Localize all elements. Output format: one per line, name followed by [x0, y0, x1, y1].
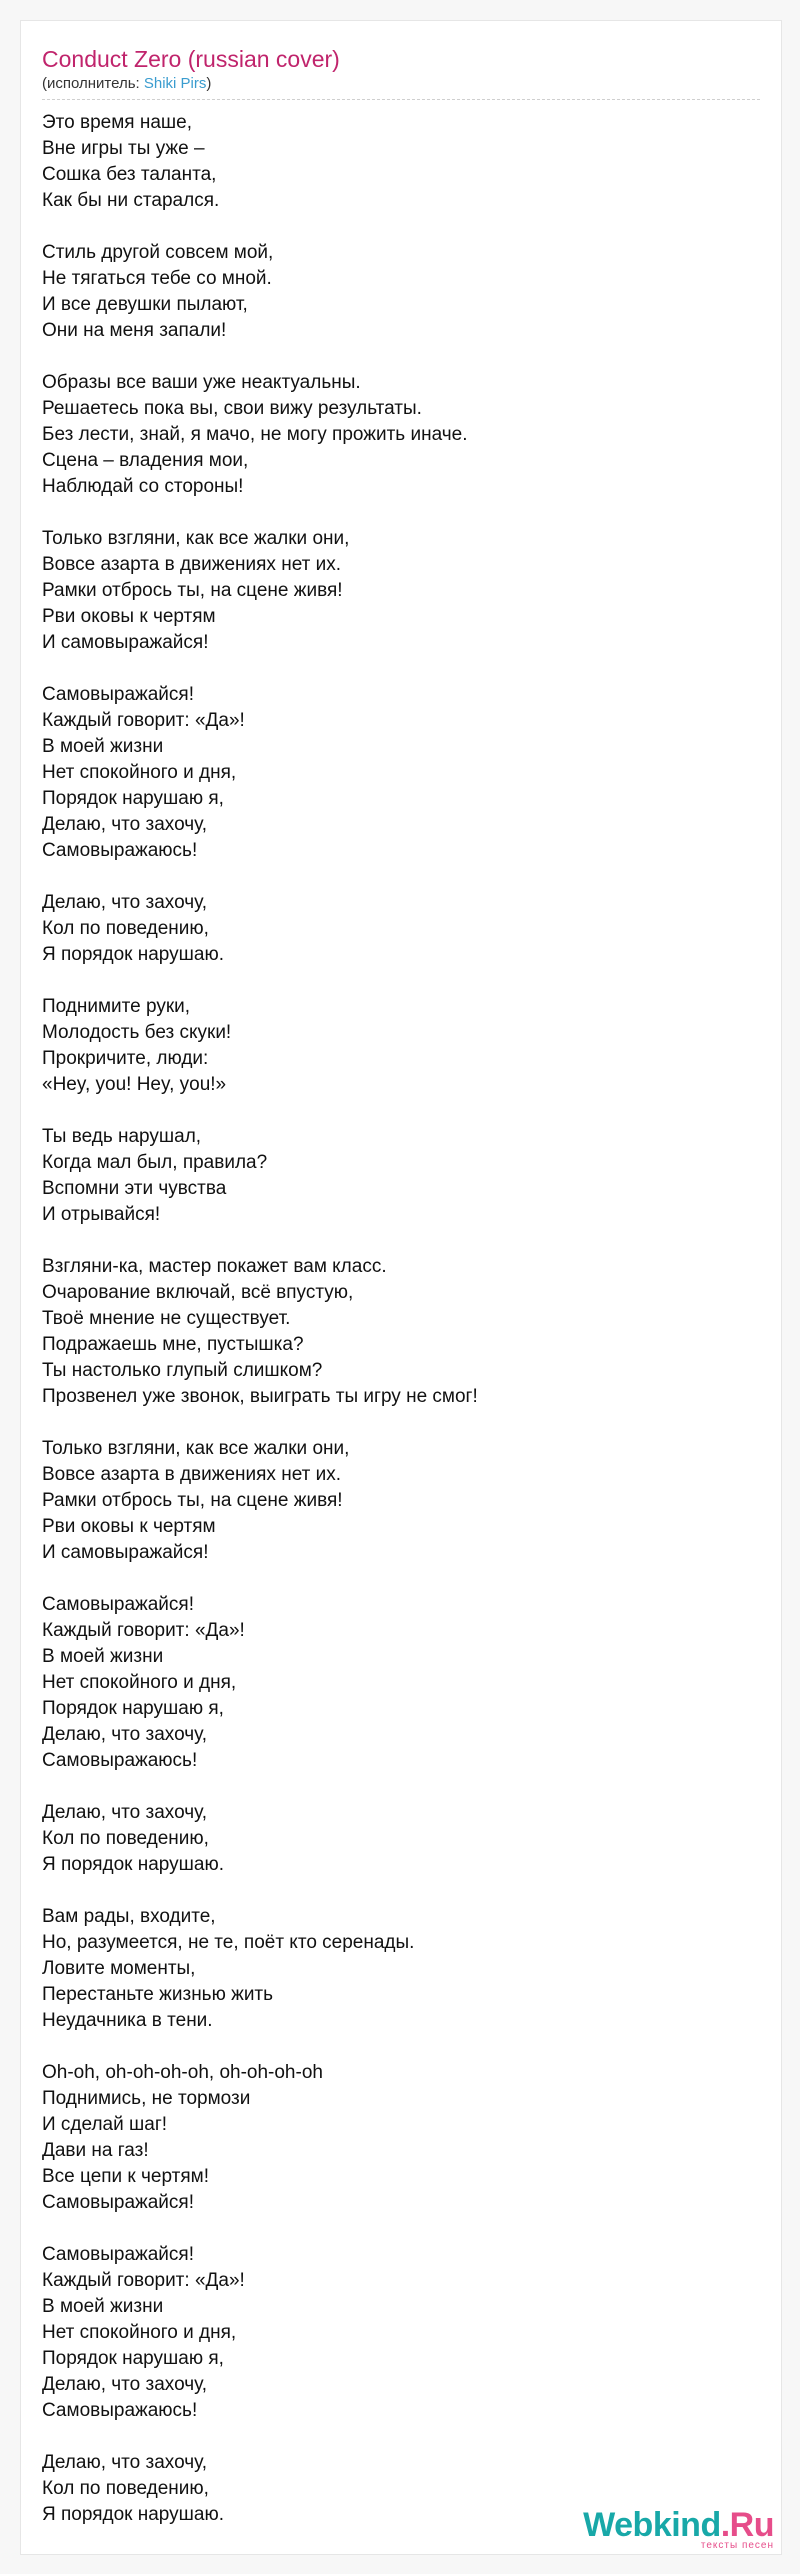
lyrics-line: Порядок нарушаю я,	[42, 2348, 224, 2369]
lyrics-line: Решаетесь пока вы, свои вижу результаты.	[42, 398, 422, 419]
lyrics-line: Сошка без таланта,	[42, 164, 217, 185]
logo-wordmark	[583, 2506, 774, 2544]
logo-tagline: тексты песен	[700, 2540, 774, 2551]
lyrics-line: И отрывайся!	[42, 1204, 161, 1225]
header-divider	[42, 99, 760, 100]
logo-tld: .Ru	[720, 2506, 774, 2544]
lyrics-line: Нет спокойного и дня,	[42, 2322, 237, 2343]
lyrics-line: Каждый говорит: «Да»!	[42, 710, 245, 731]
lyrics-line: Неудачника в тени.	[42, 2010, 213, 2031]
lyrics-line: Я порядок нарушаю.	[42, 2504, 224, 2525]
lyrics-line: В моей жизни	[42, 736, 164, 757]
lyrics-line: Порядок нарушаю я,	[42, 788, 224, 809]
lyrics-line: Сцена – владения мои,	[42, 450, 249, 471]
lyrics-line: Вовсе азарта в движениях нет их.	[42, 1464, 341, 1485]
lyrics-line: Делаю, что захочу,	[42, 1802, 207, 1823]
lyrics-line: Ты ведь нарушал,	[42, 1126, 202, 1147]
lyrics-line: Ловите моменты,	[42, 1958, 196, 1979]
lyrics-stanza	[42, 994, 762, 1098]
lyrics-line: И самовыражайся!	[42, 1542, 209, 1563]
lyrics-line: И сделай шаг!	[42, 2114, 168, 2135]
lyrics-line: Рамки отбрось ты, на сцене живя!	[42, 1490, 343, 1511]
lyrics-line: Твоё мнение не существует.	[42, 1308, 291, 1329]
lyrics-line: Каждый говорит: «Да»!	[42, 1620, 245, 1641]
lyrics-line: Не тягаться тебе со мной.	[42, 268, 272, 289]
lyrics-line: Нет спокойного и дня,	[42, 762, 237, 783]
lyrics-line: И все девушки пылают,	[42, 294, 248, 315]
lyrics-stanza	[42, 1800, 762, 1878]
lyrics-line: Но, разумеется, не те, поёт кто серенады.	[42, 1932, 415, 1953]
lyrics-line: Самовыражайся!	[42, 1594, 194, 1615]
lyrics-line: Самовыражаюсь!	[42, 840, 198, 861]
lyrics-line: Кол по поведению,	[42, 2478, 209, 2499]
lyrics-line: Кол по поведению,	[42, 918, 209, 939]
lyrics-stanza	[42, 1436, 762, 1566]
logo-name: Webkind	[583, 2506, 721, 2544]
artist-link[interactable]: Shiki Pirs	[143, 75, 207, 92]
lyrics-line: Молодость без скуки!	[42, 1022, 232, 1043]
lyrics-line: В моей жизни	[42, 1646, 164, 1667]
lyrics-line: Я порядок нарушаю.	[42, 944, 224, 965]
lyrics-stanza	[42, 2060, 762, 2216]
lyrics-text	[42, 110, 762, 2554]
lyrics-line: Делаю, что захочу,	[42, 2452, 207, 2473]
lyrics-line: Без лести, знай, я мачо, не могу прожить иначе.	[42, 424, 468, 445]
artist-line	[42, 73, 211, 95]
lyrics-line: Самовыражайся!	[42, 2192, 194, 2213]
lyrics-line: Делаю, что захочу,	[42, 1724, 207, 1745]
song-title: Conduct Zero (russian cover)	[42, 46, 340, 72]
lyrics-line: В моей жизни	[42, 2296, 164, 2317]
lyrics-line: Поднимите руки,	[42, 996, 191, 1017]
lyrics-line: Вспомни эти чувства	[42, 1178, 227, 1199]
artist-prefix: (исполнитель:	[42, 75, 144, 92]
lyrics-line: Нет спокойного и дня,	[42, 1672, 237, 1693]
lyrics-line: Это время наше,	[42, 112, 192, 133]
lyrics-line: Самовыражайся!	[42, 2244, 194, 2265]
lyrics-line: Только взгляни, как все жалки они,	[42, 528, 350, 549]
lyrics-stanza	[42, 526, 762, 656]
lyrics-line: Ты настолько глупый слишком?	[42, 1360, 323, 1381]
lyrics-line: Стиль другой совсем мой,	[42, 242, 274, 263]
lyrics-stanza	[42, 110, 762, 214]
lyrics-stanza	[42, 682, 762, 864]
lyrics-line: Прокричите, люди:	[42, 1048, 209, 1069]
lyrics-line: Самовыражаюсь!	[42, 1750, 198, 1771]
lyrics-line: Рви оковы к чертям	[42, 606, 216, 627]
lyrics-stanza	[42, 1124, 762, 1228]
lyrics-line: Рамки отбрось ты, на сцене живя!	[42, 580, 343, 601]
lyrics-stanza	[42, 370, 762, 500]
lyrics-line: Кол по поведению,	[42, 1828, 209, 1849]
lyrics-line: Самовыражайся!	[42, 684, 194, 705]
lyrics-line: Oh-oh, oh-oh-oh-oh, oh-oh-oh-oh	[42, 2062, 323, 2083]
lyrics-line: Прозвенел уже звонок, выиграть ты игру не смог!	[42, 1386, 478, 1407]
lyrics-line: Вовсе азарта в движениях нет их.	[42, 554, 341, 575]
lyrics-line: Порядок нарушаю я,	[42, 1698, 224, 1719]
lyrics-page	[20, 20, 782, 2555]
lyrics-stanza	[42, 2242, 762, 2424]
lyrics-line: Делаю, что захочу,	[42, 892, 207, 913]
lyrics-line: Дави на газ!	[42, 2140, 149, 2161]
lyrics-line: Взгляни-ка, мастер покажет вам класс.	[42, 1256, 387, 1277]
lyrics-line: Поднимись, не тормози	[42, 2088, 251, 2109]
lyrics-line: Когда мал был, правила?	[42, 1152, 268, 1173]
lyrics-line: Они на меня запали!	[42, 320, 227, 341]
lyrics-line: Самовыражаюсь!	[42, 2400, 198, 2421]
lyrics-line: Все цепи к чертям!	[42, 2166, 209, 2187]
lyrics-line: Очарование включай, всё впустую,	[42, 1282, 354, 1303]
lyrics-line: Каждый говорит: «Да»!	[42, 2270, 245, 2291]
lyrics-line: Перестаньте жизнью жить	[42, 1984, 274, 2005]
lyrics-line: Подражаешь мне, пустышка?	[42, 1334, 304, 1355]
lyrics-line: Как бы ни старался.	[42, 190, 220, 211]
webkind-logo[interactable]	[583, 2506, 774, 2552]
lyrics-line: Делаю, что захочу,	[42, 814, 207, 835]
lyrics-stanza	[42, 890, 762, 968]
lyrics-line: Делаю, что захочу,	[42, 2374, 207, 2395]
lyrics-line: Наблюдай со стороны!	[42, 476, 244, 497]
lyrics-line: Рви оковы к чертям	[42, 1516, 216, 1537]
lyrics-line: Вам рады, входите,	[42, 1906, 216, 1927]
lyrics-line: «Hey, you! Hey, you!»	[42, 1074, 227, 1095]
lyrics-stanza	[42, 1254, 762, 1410]
artist-suffix: )	[206, 75, 212, 92]
lyrics-stanza	[42, 1592, 762, 1774]
lyrics-stanza	[42, 1904, 762, 2034]
lyrics-line: Я порядок нарушаю.	[42, 1854, 224, 1875]
lyrics-line: И самовыражайся!	[42, 632, 209, 653]
lyrics-stanza	[42, 240, 762, 344]
lyrics-line: Только взгляни, как все жалки они,	[42, 1438, 350, 1459]
lyrics-line: Вне игры ты уже –	[42, 138, 205, 159]
lyrics-line: Образы все ваши уже неактуальны.	[42, 372, 361, 393]
